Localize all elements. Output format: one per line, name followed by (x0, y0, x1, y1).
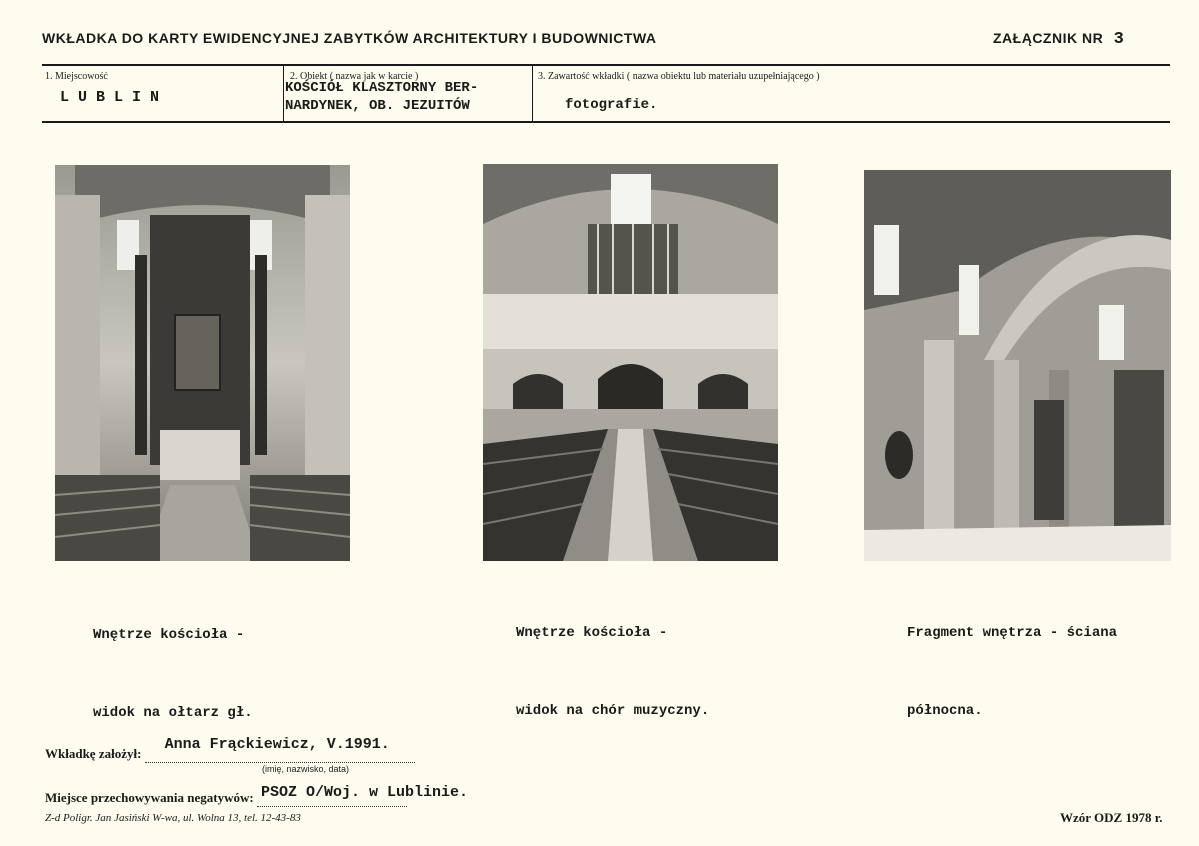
contents-label: 3. Zawartość wkładki ( nazwa obiektu lub materiału uzupełniającego ) (538, 71, 820, 82)
printer-info: Z-d Poligr. Jan Jasiński W-wa, ul. Wolna 13, tel. 12-43-83 (45, 812, 301, 824)
object-label: 2. Obiekt ( nazwa jak w karcie ) (290, 71, 419, 82)
caption-photo-1-line2: widok na ołtarz gł. (93, 705, 253, 721)
photo-choir (483, 164, 778, 561)
photo-altar-image (55, 165, 350, 561)
form-model: Wzór ODZ 1978 r. (1060, 810, 1163, 825)
location-value: L U B L I N (60, 89, 160, 106)
created-by-hint: (imię, nazwisko, data) (262, 764, 350, 774)
caption-photo-2 (516, 568, 709, 750)
caption-photo-3-line1: Fragment wnętrza - ściana (907, 625, 1118, 641)
created-by-value: Anna Frąckiewicz, V.1991. (164, 736, 390, 753)
storage-dotted-line (257, 784, 468, 807)
photo-altar (55, 165, 350, 561)
attachment-text: ZAŁĄCZNIK NR (993, 30, 1104, 46)
table-divider-2 (532, 64, 533, 122)
caption-photo-3-line2: północna. (907, 703, 983, 719)
storage-value: PSOZ O/Woj. w Lublinie. (260, 784, 468, 801)
table-divider-1 (283, 64, 284, 122)
caption-photo-3 (907, 568, 1117, 750)
created-by-row (45, 736, 415, 763)
table-bottom-line (42, 121, 1170, 123)
contents-value: fotografie. (565, 97, 658, 113)
storage-row (45, 784, 468, 807)
caption-photo-1 (93, 570, 253, 752)
caption-photo-2-line1: Wnętrze kościoła - (516, 625, 668, 641)
object-value-line1: KOŚCIÓŁ KLASZTORNY BER- (285, 80, 479, 96)
photo-choir-image (483, 164, 778, 561)
attachment-number: 3 (1113, 30, 1125, 49)
storage-label: Miejsce przechowywania negatywów: (45, 790, 254, 805)
object-value-line2: NARDYNEK, OB. JEZUITÓW (285, 98, 470, 114)
attachment-label (993, 30, 1124, 49)
caption-photo-1-line1: Wnętrze kościoła - (93, 627, 245, 643)
location-label: 1. Miejscowość (45, 71, 108, 82)
created-by-dotted-line (145, 736, 415, 763)
photo-north-wall (864, 170, 1171, 561)
caption-photo-2-line2: widok na chór muzyczny. (516, 703, 710, 719)
created-by-label: Wkładkę założył: (45, 746, 142, 761)
table-top-line (42, 64, 1170, 66)
form-title: WKŁADKA DO KARTY EWIDENCYJNEJ ZABYTKÓW ARCHITEKTURY I BUDOWNICTWA (42, 30, 657, 46)
photo-north-wall-image (864, 170, 1171, 561)
